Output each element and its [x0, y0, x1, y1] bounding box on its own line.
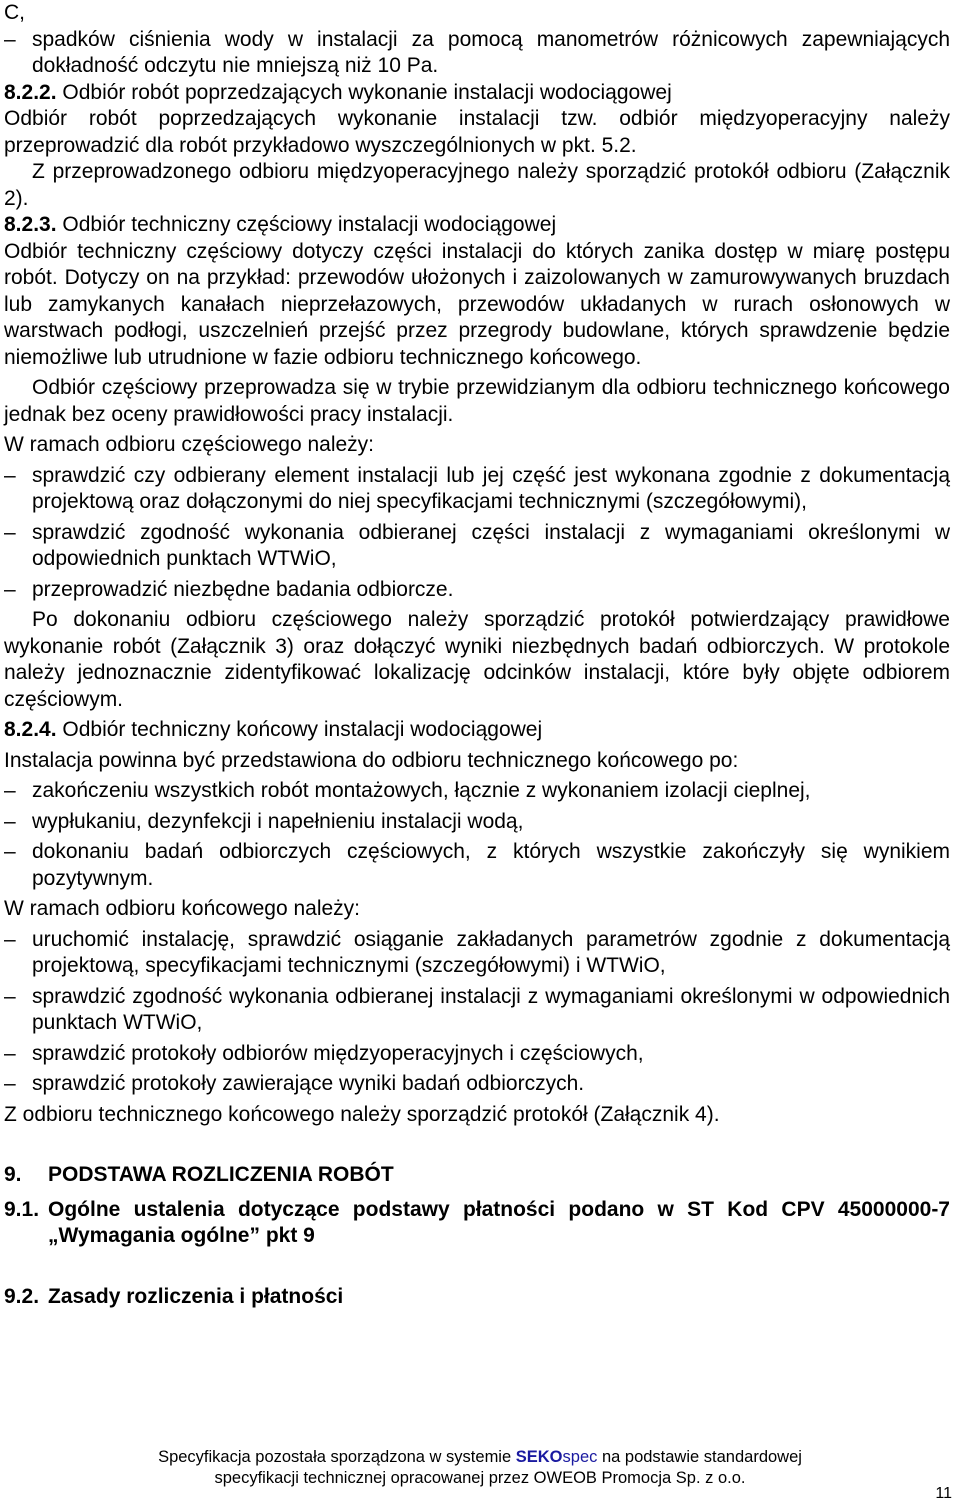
section-number: 8.2.4.: [4, 718, 57, 741]
page-footer: [0, 1447, 960, 1489]
subsection-heading-9-1: [4, 1197, 950, 1250]
paragraph: Po dokonaniu odbioru częściowego należy sporządzić protokół potwierdzający prawidłowe wykonanie robót (Załącznik 3) oraz dołączyć wyniki niezbędnych badań odbiorczych. W protokole należy jednoznacznie zidentyfikować lokalizację odcinków instalacji, które były objęte odbiorem częściowym.: [4, 608, 950, 711]
dash-list-item: [4, 1041, 950, 1068]
dash-list-item: [4, 984, 950, 1037]
list-item-text: sprawdzić czy odbierany element instalacji lub jej część jest wykonana zgodnie z dokumentacją projektową oraz dołączonymi do niej specyfikacjami technicznymi (szczegółowymi),: [32, 463, 950, 513]
chapter-title: PODSTAWA ROZLICZENIA ROBÓT: [48, 1163, 394, 1186]
footer-line-1: [0, 1447, 960, 1468]
dash-bullet: –: [4, 984, 16, 1008]
dash-list-item: [4, 1071, 950, 1098]
dash-list-item: [4, 577, 950, 604]
dash-bullet: –: [4, 463, 16, 487]
section-heading-8-2-2: [4, 80, 950, 107]
list-item-text: spadków ciśnienia wody w instalacji za pomocą manometrów różnicowych zapewniających dokładność odczytu nie mniejszą niż 10 Pa.: [32, 27, 950, 77]
dash-bullet: –: [4, 520, 16, 544]
list-item-text: sprawdzić protokoły odbiorów międzyoperacyjnych i częściowych,: [32, 1041, 644, 1065]
footer-line-2: specyfikacji technicznej opracowanej przez OWEOB Promocja Sp. z o.o.: [214, 1469, 746, 1487]
dash-list-item: [4, 927, 950, 980]
section-number: 8.2.3.: [4, 213, 57, 236]
dash-bullet: –: [4, 27, 16, 51]
section-title: Odbiór techniczny końcowy instalacji wodociągowej: [62, 718, 543, 741]
dash-bullet: –: [4, 779, 16, 802]
list-item-text: sprawdzić protokoły zawierające wyniki badań odbiorczych.: [32, 1072, 585, 1095]
section-title: Odbiór techniczny częściowy instalacji wodociągowej: [62, 213, 557, 236]
subsection-title: Ogólne ustalenia dotyczące podstawy płatności podano w ST Kod CPV 45000000-7 „Wymagania ogólne” pkt 9: [48, 1197, 950, 1247]
dash-bullet: –: [4, 809, 16, 833]
paragraph: Odbiór częściowy przeprowadza się w trybie przewidzianym dla odbioru technicznego końcowego jednak bez oceny prawidłowości pracy instalacji.: [4, 376, 950, 426]
dash-list-item: [4, 778, 950, 805]
dash-bullet: –: [4, 927, 16, 951]
list-item-text: dokonaniu badań odbiorczych częściowych, z których wszystkie zakończyły się wynikiem pozytywnym.: [32, 840, 950, 890]
section-heading-8-2-3: [4, 212, 950, 239]
footer-text: Specyfikacja pozostała sporządzona w systemie: [158, 1448, 516, 1466]
dash-list-item: [4, 520, 950, 573]
brand-logo-seko: SEKO: [515, 1448, 563, 1466]
paragraph: Odbiór techniczny częściowy dotyczy części instalacji do których zanika dostęp w miarę postępu robót. Dotyczy on na przykład: przewodów ułożonych i zaizolowanych w zamurowywanych bruzdach lub zamykanych kanałach nieprzełazowych, przewodów układanych w rurach osłonowych w warstwach podłogi, uszczelnień przejść przez przegrody budowlane, których sprawdzenie będzie niemożliwe lub utrudnione w fazie odbioru technicznego końcowego.: [4, 239, 950, 369]
paragraph: Z odbioru technicznego końcowego należy sporządzić protokół (Załącznik 4).: [4, 1102, 720, 1126]
list-continuation: C,: [4, 1, 25, 24]
list-item-text: wypłukaniu, dezynfekcji i napełnieniu instalacji wodą,: [32, 809, 524, 833]
subsection-number: 9.2.: [4, 1284, 40, 1308]
list-item-text: przeprowadzić niezbędne badania odbiorcze.: [32, 577, 454, 601]
paragraph: Z przeprowadzonego odbioru międzyoperacyjnego należy sporządzić protokół odbioru (Załącznik 2).: [4, 160, 950, 210]
paragraph: Odbiór robót poprzedzających wykonanie instalacji tzw. odbiór międzyoperacyjny należy przeprowadzić dla robót przykładowo wyszczególnionych w pkt. 5.2.: [4, 107, 950, 157]
list-item-text: sprawdzić zgodność wykonania odbieranej części instalacji z wymaganiami określonymi w odpowiednich punktach WTWiO,: [32, 520, 950, 570]
dash-bullet: –: [4, 577, 16, 601]
dash-list-item: [4, 809, 950, 836]
section-title: Odbiór robót poprzedzających wykonanie instalacji wodociągowej: [62, 80, 672, 104]
section-number: 8.2.2.: [4, 80, 57, 104]
brand-logo-spec: spec: [562, 1448, 598, 1466]
list-intro: W ramach odbioru częściowego należy:: [4, 433, 375, 456]
footer-text: na podstawie standardowej: [597, 1448, 802, 1466]
section-heading-8-2-4: [4, 717, 950, 744]
list-intro: Instalacja powinna być przedstawiona do odbioru technicznego końcowego po:: [4, 748, 739, 772]
list-item-text: sprawdzić zgodność wykonania odbieranej instalacji z wymaganiami określonymi w odpowiednich punktach WTWiO,: [32, 984, 950, 1034]
list-item-text: uruchomić instalację, sprawdzić osiąganie zakładanych parametrów zgodnie z dokumentacją projektową, specyfikacjami technicznymi (szczegółowymi) i WTWiO,: [32, 927, 950, 977]
subsection-number: 9.1.: [4, 1197, 40, 1221]
chapter-heading-9: [4, 1162, 950, 1189]
dash-list-item: [4, 463, 950, 516]
dash-list-item: [4, 839, 950, 892]
subsection-heading-9-2: [4, 1284, 950, 1311]
dash-bullet: –: [4, 1041, 16, 1065]
dash-bullet: –: [4, 1072, 16, 1095]
dash-bullet: –: [4, 840, 16, 863]
list-intro: W ramach odbioru końcowego należy:: [4, 897, 361, 920]
chapter-number: 9.: [4, 1163, 22, 1186]
dash-list-item: [4, 27, 950, 80]
page-number: 11: [935, 1485, 952, 1502]
subsection-title: Zasady rozliczenia i płatności: [48, 1284, 344, 1308]
list-item-text: zakończeniu wszystkich robót montażowych, łącznie z wykonaniem izolacji cieplnej,: [32, 779, 811, 802]
document-page: [4, 0, 950, 1310]
